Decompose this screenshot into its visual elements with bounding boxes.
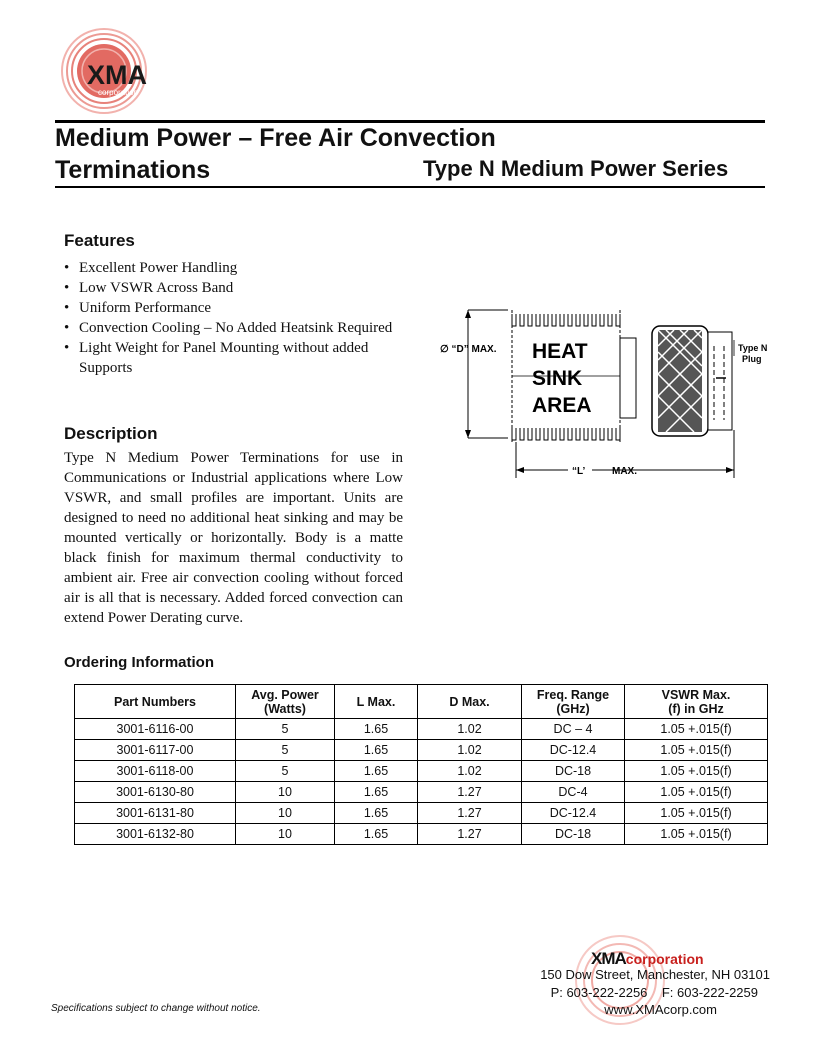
header-rule-top [55, 120, 765, 123]
col-avg-power: Avg. Power (Watts) [236, 685, 335, 719]
cell-freq: DC – 4 [522, 719, 625, 740]
list-item: • Low VSWR Across Band [62, 278, 402, 298]
l-dimension-label: “L’ [572, 466, 586, 477]
cell-l-max: 1.65 [335, 740, 418, 761]
col-d-max: D Max. [418, 685, 522, 719]
cell-power: 10 [236, 782, 335, 803]
page-title-line2: Terminations [55, 156, 211, 184]
cell-vswr: 1.05 +.015(f) [625, 740, 768, 761]
table-row [75, 824, 768, 845]
d-dimension-label: ∅ “D” MAX. [440, 344, 497, 355]
cell-power: 10 [236, 824, 335, 845]
footer-website[interactable]: www.XMAcorp.com [604, 1002, 717, 1017]
termination-diagram [436, 302, 776, 488]
cell-part-number: 3001-6116-00 [75, 719, 236, 740]
heat-label: HEAT [532, 340, 588, 363]
col-l-max: L Max. [335, 685, 418, 719]
plug-label-line1: Type N [738, 343, 768, 353]
cell-d-max: 1.27 [418, 824, 522, 845]
area-label: AREA [532, 394, 592, 417]
col-vswr-max: VSWR Max. (f) in GHz [625, 685, 768, 719]
cell-l-max: 1.65 [335, 824, 418, 845]
table-row [75, 719, 768, 740]
cell-freq: DC-18 [522, 761, 625, 782]
cell-part-number: 3001-6132-80 [75, 824, 236, 845]
ordering-table [74, 684, 768, 845]
col-freq-range: Freq. Range (GHz) [522, 685, 625, 719]
description-text: Type N Medium Power Terminations for use in Communications or Industrial applications where Low VSWR, and small profiles are important. Units are designed to need no additional heat sinking and may be mounted vertically or horizontally. Body is a matte black finish for maximum thermal conductivity to ambient air. Free air convection cooling without forced air is all that is necessary. Added forced convection can extend Power Derating curve. [64, 450, 403, 626]
cell-l-max: 1.65 [335, 761, 418, 782]
cell-vswr: 1.05 +.015(f) [625, 803, 768, 824]
cell-d-max: 1.27 [418, 803, 522, 824]
cell-part-number: 3001-6117-00 [75, 740, 236, 761]
cell-part-number: 3001-6131-80 [75, 803, 236, 824]
xma-logo [56, 26, 206, 116]
cell-part-number: 3001-6130-80 [75, 782, 236, 803]
cell-l-max: 1.65 [335, 782, 418, 803]
logo-subtext: corporation [98, 88, 139, 97]
l-dimension-max: MAX. [612, 466, 637, 477]
list-item: • Excellent Power Handling [62, 258, 402, 278]
table-row [75, 740, 768, 761]
features-heading: Features [64, 231, 135, 250]
table-row [75, 761, 768, 782]
cell-freq: DC-12.4 [522, 803, 625, 824]
list-item: • Convection Cooling – No Added Heatsink Required [62, 318, 402, 338]
ordering-heading: Ordering Information [64, 654, 214, 671]
footer-address: 150 Dow Street, Manchester, NH 03101 [540, 967, 770, 982]
cell-d-max: 1.27 [418, 782, 522, 803]
description-heading: Description [64, 424, 158, 443]
table-row [75, 803, 768, 824]
disclaimer: Specifications subject to change without notice. [51, 1003, 261, 1014]
cell-freq: DC-4 [522, 782, 625, 803]
knurled-nut [652, 326, 708, 436]
cell-power: 10 [236, 803, 335, 824]
cell-vswr: 1.05 +.015(f) [625, 782, 768, 803]
list-item: • Light Weight for Panel Mounting without added Supports [62, 338, 402, 378]
footer-logo-corporation: corporation [625, 951, 704, 967]
list-item: • Uniform Performance [62, 298, 402, 318]
features-list [62, 258, 402, 378]
cell-freq: DC-12.4 [522, 740, 625, 761]
footer-logo-xma: XMA [591, 949, 626, 968]
cell-vswr: 1.05 +.015(f) [625, 761, 768, 782]
cell-power: 5 [236, 719, 335, 740]
col-part-numbers: Part Numbers [75, 685, 236, 719]
plug-label-line2: Plug [742, 354, 762, 364]
cell-power: 5 [236, 740, 335, 761]
page-subtitle: Type N Medium Power Series [423, 156, 729, 181]
sink-label: SINK [532, 367, 583, 390]
page-title-line1: Medium Power – Free Air Convection [55, 124, 496, 152]
cell-part-number: 3001-6118-00 [75, 761, 236, 782]
table-header-row [75, 685, 768, 719]
header-rule-bottom [55, 186, 765, 188]
cell-l-max: 1.65 [335, 803, 418, 824]
cell-vswr: 1.05 +.015(f) [625, 719, 768, 740]
logo-text: XMA [87, 60, 147, 90]
cell-d-max: 1.02 [418, 719, 522, 740]
cell-d-max: 1.02 [418, 761, 522, 782]
cell-vswr: 1.05 +.015(f) [625, 824, 768, 845]
cell-l-max: 1.65 [335, 719, 418, 740]
footer-phone: P: 603-222-2256 F: 603-222-2259 [550, 985, 758, 1000]
cell-freq: DC-18 [522, 824, 625, 845]
cell-power: 5 [236, 761, 335, 782]
cell-d-max: 1.02 [418, 740, 522, 761]
table-row [75, 782, 768, 803]
